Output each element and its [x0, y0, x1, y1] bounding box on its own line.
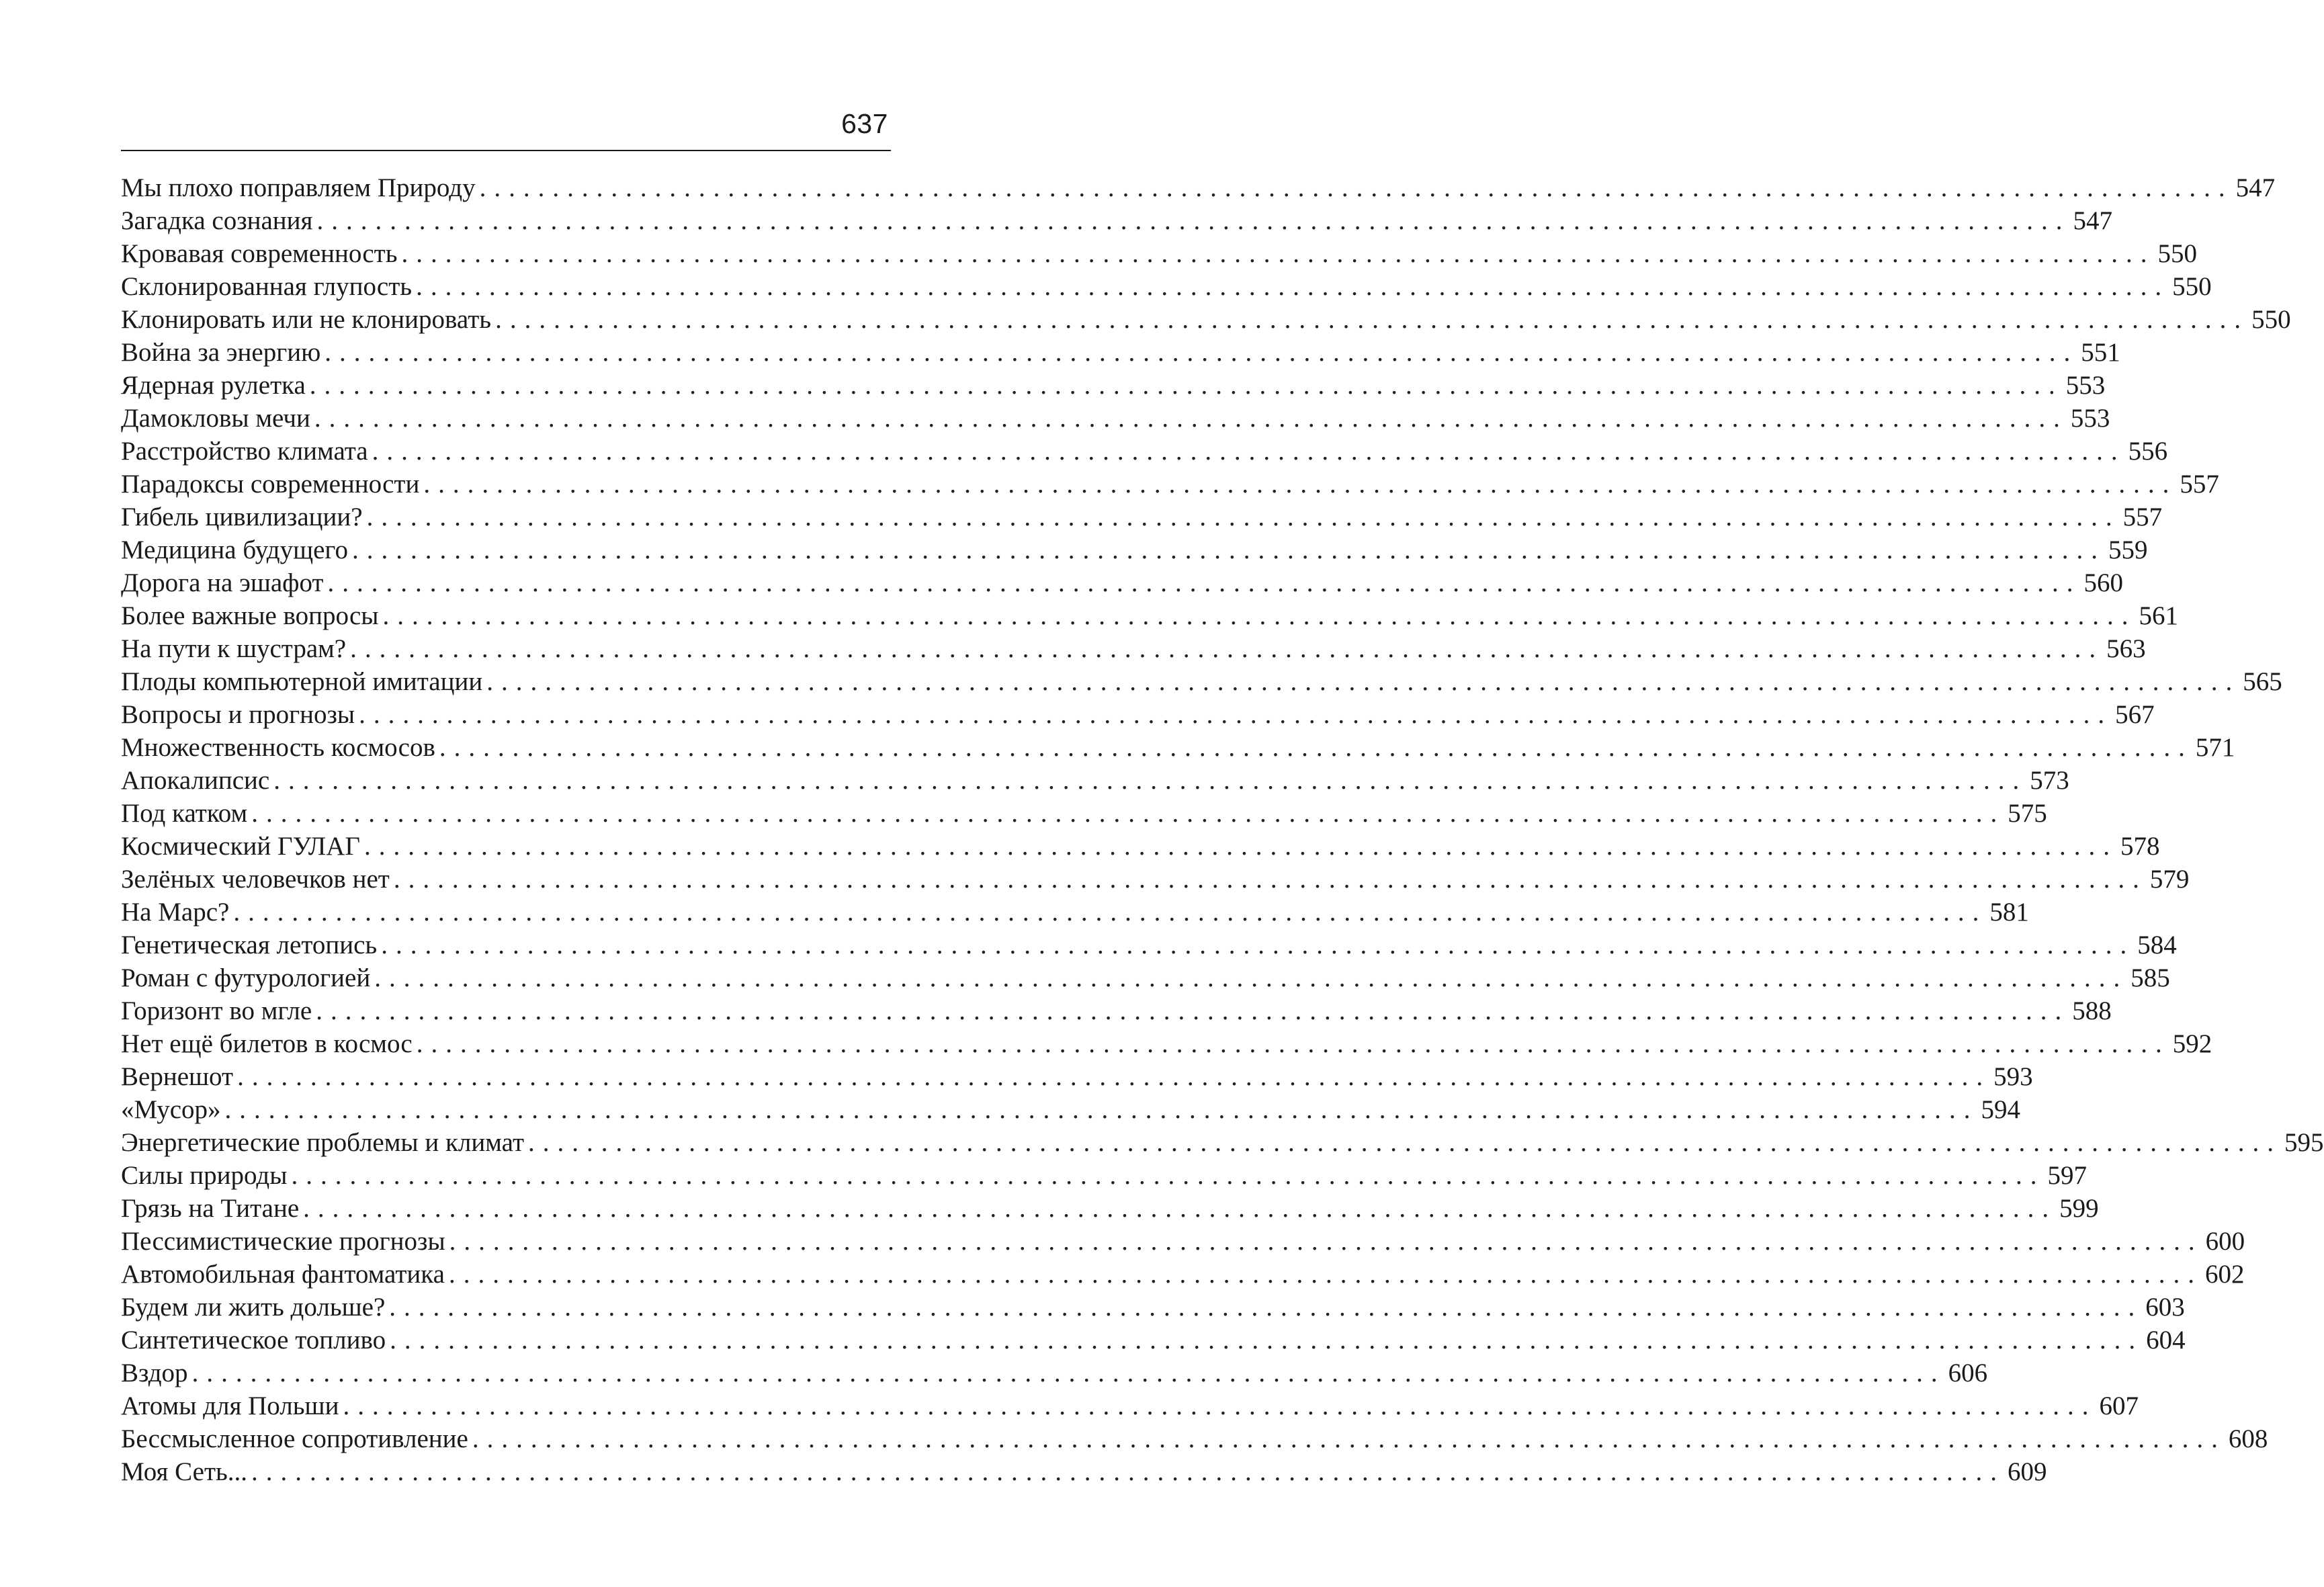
toc-entry-page: 609 [2008, 1457, 2047, 1486]
dot-leader: ........................................................................................................................ [381, 931, 2135, 959]
dot-leader: ........................................................................................................................ [528, 1128, 2282, 1157]
toc-entry-title: Парадоксы современности [121, 470, 420, 499]
dot-leader: ........................................................................................................................ [382, 601, 2137, 630]
toc-entry[interactable] [121, 896, 2029, 929]
dot-leader: ........................................................................................................................ [423, 470, 2178, 499]
toc-entry-title: На пути к шустрам? [121, 634, 347, 663]
toc-entry[interactable] [121, 1258, 2245, 1291]
toc-entry-title: Грязь на Титане [121, 1194, 300, 1223]
toc-entry-page: 607 [2099, 1391, 2139, 1420]
dot-leader: ........................................................................................................................ [472, 1424, 2226, 1453]
toc-entry-title: Горизонт во мгле [121, 996, 312, 1025]
toc-entry-title: Вернешот [121, 1062, 234, 1091]
toc-entry[interactable] [121, 797, 2047, 830]
toc-entry-title: Гибель цивилизации? [121, 503, 363, 531]
toc-entry-page: 565 [2243, 667, 2282, 696]
toc-entry-page: 553 [2065, 371, 2106, 400]
toc-entry-page: 602 [2204, 1260, 2245, 1289]
dot-leader: ........................................................................................................................ [224, 1095, 1979, 1124]
toc-entry-page: 560 [2083, 568, 2123, 597]
toc-entry-title: Энергетические проблемы и климат [121, 1128, 525, 1157]
toc-entry-title: Мы плохо поправляем Природу [121, 173, 476, 202]
toc-entry-title: Зелёных человечков нет [121, 865, 390, 894]
toc-entry-page: 600 [2205, 1227, 2245, 1256]
toc-entry[interactable] [121, 665, 2282, 698]
toc-entry[interactable] [121, 698, 2155, 731]
toc-entry-page: 550 [2172, 272, 2212, 301]
toc-entry-title: Дорога на эшафот [121, 568, 324, 597]
toc-entry-page: 575 [2008, 799, 2047, 828]
toc-entry-title: На Марс? [121, 898, 230, 927]
toc-entry-title: Генетическая летопись [121, 931, 378, 959]
toc-entry[interactable] [121, 1324, 2186, 1357]
toc-entry-title: Моя Сеть... [121, 1457, 248, 1486]
dot-leader: ........................................................................................................................ [191, 1359, 1946, 1387]
toc-entry[interactable] [121, 1357, 1988, 1389]
dot-leader: ........................................................................................................................ [495, 305, 2249, 334]
toc-entry-title: Склонированная глупость [121, 272, 413, 301]
toc-entry[interactable] [121, 237, 2197, 270]
dot-leader: ........................................................................................................................ [374, 963, 2128, 992]
dot-leader: ........................................................................................................................ [237, 1062, 1991, 1091]
dot-leader: ........................................................................................................................ [316, 996, 2070, 1025]
toc-entry-title: Война за энергию [121, 338, 321, 367]
dot-leader: ........................................................................................................................ [486, 667, 2241, 696]
toc-entry-page: 556 [2128, 437, 2168, 466]
toc-entry-page: 593 [1993, 1062, 2033, 1091]
toc-entry[interactable] [121, 435, 2168, 468]
dot-leader: ........................................................................................................................ [393, 865, 2147, 894]
toc-entry-page: 599 [2059, 1194, 2099, 1223]
header-rule [121, 150, 891, 151]
toc-entry-page: 547 [2235, 173, 2276, 202]
toc-entry-title: Бессмысленное сопротивление [121, 1424, 468, 1453]
toc-entry[interactable] [121, 764, 2069, 797]
toc-entry[interactable] [121, 961, 2170, 994]
toc-entry-page: 561 [2139, 601, 2179, 630]
toc-entry-page: 571 [2195, 733, 2235, 762]
toc-entry-page: 604 [2146, 1326, 2186, 1355]
toc-entry[interactable] [121, 1455, 2047, 1488]
toc-entry[interactable] [121, 533, 2148, 566]
toc-entry-page: 595 [2284, 1128, 2324, 1157]
toc-entry-title: Автомобильная фантоматика [121, 1260, 445, 1289]
table-of-contents [121, 171, 2324, 1488]
toc-entry-page: 585 [2131, 963, 2170, 992]
dot-leader: ........................................................................................................................ [343, 1391, 2097, 1420]
toc-entry-title: Силы природы [121, 1161, 288, 1190]
toc-entry-page: 606 [1948, 1359, 1988, 1387]
toc-entry-title: Под катком [121, 799, 248, 828]
dot-leader: ........................................................................................................................ [251, 1457, 2006, 1486]
toc-entry-title: Синтетическое топливо [121, 1326, 386, 1355]
toc-entry-title: Апокалипсис [121, 766, 270, 795]
toc-entry-title: Клонировать или не клонировать [121, 305, 492, 334]
toc-entry-title: Загадка сознания [121, 206, 313, 235]
dot-leader: ........................................................................................................................ [372, 437, 2126, 466]
toc-entry-title: Вопросы и прогнозы [121, 700, 355, 729]
dot-leader: ........................................................................................................................ [363, 832, 2118, 861]
toc-entry[interactable] [121, 830, 2160, 863]
dot-leader: ........................................................................................................................ [389, 1293, 2143, 1322]
dot-leader: ........................................................................................................................ [233, 898, 1987, 927]
toc-entry[interactable] [121, 599, 2179, 632]
toc-entry[interactable] [121, 566, 2123, 599]
toc-entry-title: Будем ли жить дольше? [121, 1293, 386, 1322]
dot-leader: ........................................................................................................................ [479, 173, 2233, 202]
dot-leader: ........................................................................................................................ [273, 766, 2028, 795]
toc-entry-page: 551 [2081, 338, 2120, 367]
toc-entry-title: Ядерная рулетка [121, 371, 306, 400]
toc-entry-page: 550 [2157, 239, 2197, 268]
toc-entry-title: Нет ещё билетов в космос [121, 1029, 413, 1058]
toc-entry-page: 563 [2106, 634, 2146, 663]
toc-entry-title: Атомы для Польши [121, 1391, 339, 1420]
toc-entry-page: 550 [2251, 305, 2291, 334]
toc-entry[interactable] [121, 1192, 2099, 1225]
toc-entry-page: 553 [2070, 404, 2110, 433]
dot-leader: ........................................................................................................................ [449, 1227, 2203, 1256]
toc-entry-page: 581 [1989, 898, 2029, 927]
dot-leader: ........................................................................................................................ [251, 799, 2006, 828]
page-number: 637 [841, 108, 888, 139]
toc-entry[interactable] [121, 1093, 2021, 1126]
toc-entry[interactable] [121, 171, 2276, 204]
dot-leader: ........................................................................................................................ [327, 568, 2081, 597]
toc-entry[interactable] [121, 369, 2106, 402]
toc-entry-title: Плоды компьютерной имитации [121, 667, 483, 696]
dot-leader: ........................................................................................................................ [390, 1326, 2144, 1355]
dot-leader: ........................................................................................................................ [366, 503, 2120, 531]
dot-leader: ........................................................................................................................ [316, 206, 2071, 235]
toc-entry[interactable] [121, 1389, 2139, 1422]
toc-entry[interactable] [121, 468, 2219, 501]
toc-entry[interactable] [121, 1159, 2087, 1192]
dot-leader: ........................................................................................................................ [448, 1260, 2202, 1289]
toc-entry[interactable] [121, 1291, 2185, 1324]
toc-entry[interactable] [121, 632, 2146, 665]
toc-entry-page: 557 [2180, 470, 2219, 499]
toc-entry[interactable] [121, 1225, 2245, 1258]
toc-entry[interactable] [121, 303, 2291, 336]
toc-entry-title: Кровавая современность [121, 239, 398, 268]
toc-entry-title: Дамокловы мечи [121, 404, 310, 433]
toc-entry[interactable] [121, 863, 2190, 896]
toc-entry[interactable] [121, 929, 2177, 961]
toc-entry[interactable] [121, 1422, 2268, 1455]
dot-leader: ........................................................................................................................ [351, 535, 2106, 564]
dot-leader: ........................................................................................................................ [401, 239, 2155, 268]
toc-entry-page: 594 [1981, 1095, 2021, 1124]
toc-entry-page: 603 [2145, 1293, 2185, 1322]
toc-entry-page: 579 [2149, 865, 2190, 894]
dot-leader: ........................................................................................................................ [309, 371, 2063, 400]
toc-entry-page: 559 [2108, 535, 2148, 564]
toc-entry[interactable] [121, 1060, 2033, 1093]
toc-entry-title: Более важные вопросы [121, 601, 379, 630]
toc-entry-title: Космический ГУЛАГ [121, 832, 360, 861]
toc-entry-title: Вздор [121, 1359, 188, 1387]
toc-entry-page: 567 [2115, 700, 2155, 729]
toc-entry-title: Роман с футурологией [121, 963, 371, 992]
toc-entry[interactable] [121, 501, 2163, 533]
dot-leader: ........................................................................................................................ [416, 1029, 2170, 1058]
toc-entry[interactable] [121, 1027, 2212, 1060]
toc-entry-page: 608 [2228, 1424, 2268, 1453]
toc-entry[interactable] [121, 1126, 2324, 1159]
dot-leader: ........................................................................................................................ [291, 1161, 2045, 1190]
toc-entry[interactable] [121, 204, 2112, 237]
dot-leader: ........................................................................................................................ [416, 272, 2170, 301]
toc-entry-title: Медицина будущего [121, 535, 348, 564]
toc-entry-page: 588 [2072, 996, 2112, 1025]
toc-entry-title: Множественность космосов [121, 733, 435, 762]
dot-leader: ........................................................................................................................ [303, 1194, 2057, 1223]
toc-entry[interactable] [121, 994, 2112, 1027]
toc-entry-page: 584 [2137, 931, 2177, 959]
dot-leader: ........................................................................................................................ [350, 634, 2104, 663]
toc-entry-page: 578 [2120, 832, 2160, 861]
toc-entry-title: «Мусор» [121, 1095, 221, 1124]
toc-entry-page: 547 [2073, 206, 2112, 235]
toc-entry-title: Расстройство климата [121, 437, 368, 466]
dot-leader: ........................................................................................................................ [314, 404, 2068, 433]
toc-entry[interactable] [121, 731, 2235, 764]
toc-entry[interactable] [121, 270, 2212, 303]
toc-entry-page: 573 [2030, 766, 2069, 795]
dot-leader: ........................................................................................................................ [325, 338, 2079, 367]
toc-entry[interactable] [121, 402, 2110, 435]
toc-entry-page: 557 [2122, 503, 2163, 531]
dot-leader: ........................................................................................................................ [359, 700, 2113, 729]
toc-entry-page: 597 [2047, 1161, 2087, 1190]
dot-leader: ........................................................................................................................ [439, 733, 2193, 762]
toc-entry[interactable] [121, 336, 2120, 369]
toc-entry-title: Пессимистические прогнозы [121, 1227, 445, 1256]
toc-entry-page: 592 [2172, 1029, 2212, 1058]
